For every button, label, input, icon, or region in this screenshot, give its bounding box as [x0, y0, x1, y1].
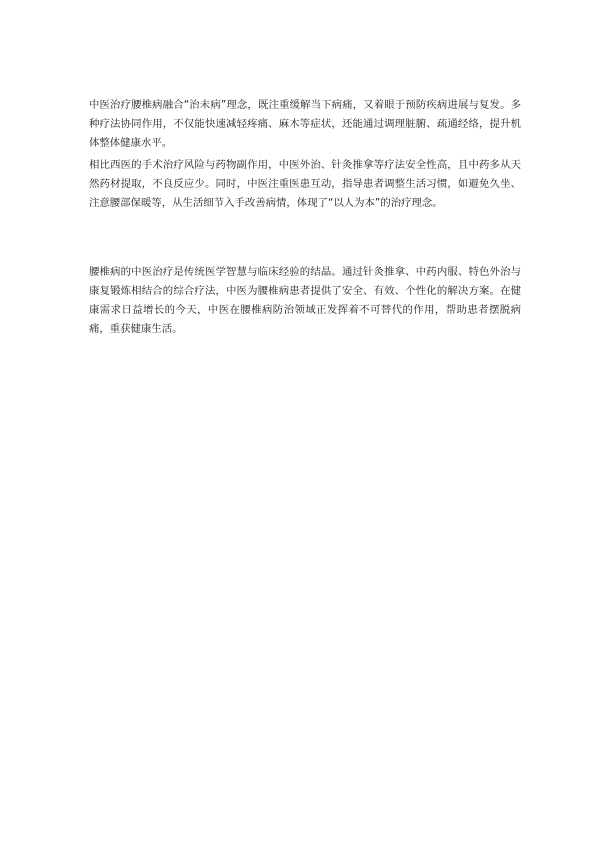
paragraph-safety-comparison: 相比西医的手术治疗风险与药物副作用，中医外治、针灸推拿等疗法安全性高，且中药多从天然药材提取，不良反应少。同时，中医注重医患互动，指导患者调整生活习惯，如避免久坐、注意腰部保暖等，从生活细节入手改善病情，体现了“以人为本”的治疗理念。 [89, 159, 521, 209]
paragraph-prevention-philosophy: 中医治疗腰椎病融合“治未病”理念，既注重缓解当下病痛，又着眼于预防疾病进展与复发。多种疗法协同作用，不仅能快速减轻疼痛、麻木等症状，还能通过调理脏腑、疏通经络，提升机体整体健康水平。 [89, 99, 521, 149]
paragraph-conclusion: 腰椎病的中医治疗是传统医学智慧与临床经验的结晶。通过针灸推拿、中药内服、特色外治与康复锻炼相结合的综合疗法，中医为腰椎病患者提供了安全、有效、个性化的解决方案。在健康需求日益增长的今天，中医在腰椎病防治领域正发挥着不可替代的作用，帮助患者摆脱病痛，重获健康生活。 [89, 266, 521, 335]
